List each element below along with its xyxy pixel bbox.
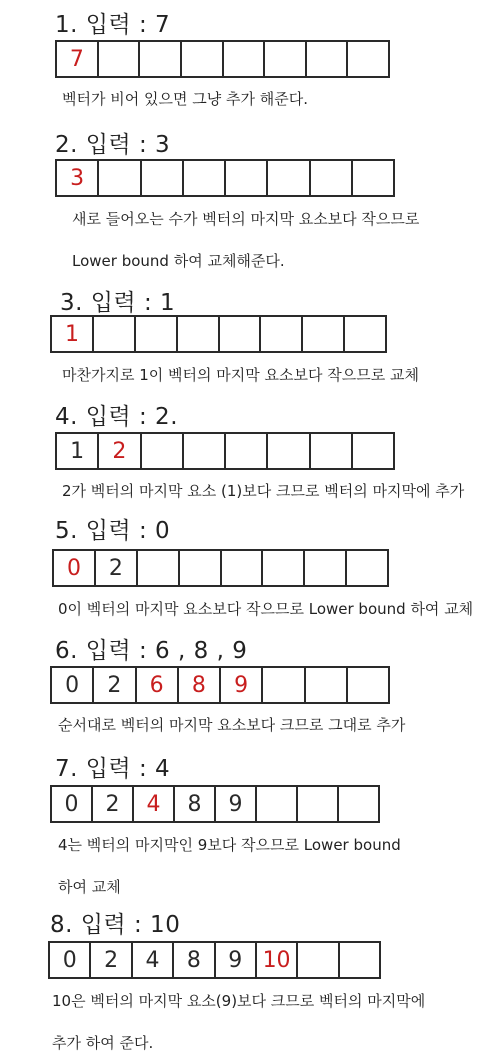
vector-cell bbox=[348, 42, 388, 76]
step-title: 1. 입력 : 7 bbox=[55, 12, 171, 38]
step-title: 7. 입력 : 4 bbox=[55, 756, 171, 782]
vector-cell bbox=[226, 434, 268, 468]
vector-cell: 9 bbox=[216, 787, 257, 821]
vector-cell: 8 bbox=[175, 787, 216, 821]
vector-cell bbox=[268, 434, 310, 468]
vector-array bbox=[50, 315, 387, 353]
step-title: 4. 입력 : 2. bbox=[55, 404, 179, 430]
description-line: 하여 교체 bbox=[58, 878, 121, 896]
step-title: 6. 입력 : 6 , 8 , 9 bbox=[55, 638, 248, 664]
vector-cell bbox=[339, 787, 378, 821]
description-line: 추가 하여 준다. bbox=[52, 1034, 154, 1052]
vector-cell bbox=[182, 42, 224, 76]
vector-cell bbox=[353, 161, 393, 195]
vector-cell bbox=[224, 42, 266, 76]
step-title: 5. 입력 : 0 bbox=[55, 518, 171, 544]
vector-cell bbox=[136, 317, 178, 351]
vector-cell bbox=[298, 787, 339, 821]
vector-cell: 7 bbox=[57, 42, 99, 76]
vector-cell: 6 bbox=[137, 668, 179, 702]
vector-array bbox=[55, 432, 395, 470]
description-line: Lower bound 하여 교체해준다. bbox=[72, 252, 285, 270]
vector-cell bbox=[265, 42, 307, 76]
vector-cell: 2 bbox=[99, 434, 141, 468]
vector-cell bbox=[268, 161, 310, 195]
vector-array bbox=[48, 941, 381, 979]
vector-cell bbox=[261, 317, 303, 351]
vector-cell bbox=[138, 551, 180, 585]
vector-array bbox=[55, 40, 390, 78]
vector-cell: 1 bbox=[57, 434, 99, 468]
description-line: 순서대로 벡터의 마지막 요소보다 크므로 그대로 추가 bbox=[58, 716, 406, 734]
vector-cell bbox=[306, 668, 348, 702]
vector-cell bbox=[303, 317, 345, 351]
vector-cell bbox=[94, 317, 136, 351]
vector-cell: 4 bbox=[133, 943, 174, 977]
vector-cell bbox=[222, 551, 264, 585]
vector-cell: 8 bbox=[174, 943, 215, 977]
vector-cell: 0 bbox=[52, 787, 93, 821]
vector-cell: 2 bbox=[96, 551, 138, 585]
description-line: 벡터가 비어 있으면 그냥 추가 해준다. bbox=[62, 90, 308, 108]
vector-array bbox=[52, 549, 389, 587]
vector-cell bbox=[184, 434, 226, 468]
description-line: 0이 벡터의 마지막 요소보다 작으므로 Lower bound 하여 교체 bbox=[58, 600, 474, 618]
vector-cell bbox=[226, 161, 268, 195]
vector-cell bbox=[298, 943, 339, 977]
vector-cell: 9 bbox=[221, 668, 263, 702]
description-line: 10은 벡터의 마지막 요소(9)보다 크므로 벡터의 마지막에 bbox=[52, 992, 426, 1010]
vector-cell bbox=[353, 434, 393, 468]
vector-cell bbox=[263, 668, 305, 702]
step-description bbox=[58, 828, 401, 904]
step-description bbox=[58, 708, 405, 742]
vector-cell: 0 bbox=[50, 943, 91, 977]
vector-cell bbox=[305, 551, 347, 585]
vector-cell: 2 bbox=[94, 668, 136, 702]
description-line: 마찬가지로 1이 벡터의 마지막 요소보다 작으므로 교체 bbox=[62, 366, 419, 384]
vector-cell bbox=[345, 317, 385, 351]
vector-cell: 2 bbox=[91, 943, 132, 977]
step-description bbox=[58, 592, 473, 626]
vector-cell: 0 bbox=[54, 551, 96, 585]
step-description bbox=[62, 82, 308, 116]
vector-cell bbox=[140, 42, 182, 76]
step-title: 8. 입력 : 10 bbox=[50, 912, 181, 938]
vector-cell bbox=[142, 161, 184, 195]
vector-cell bbox=[263, 551, 305, 585]
vector-array bbox=[55, 159, 395, 197]
vector-cell: 0 bbox=[52, 668, 94, 702]
vector-cell bbox=[307, 42, 349, 76]
vector-cell bbox=[220, 317, 262, 351]
step-description bbox=[62, 474, 464, 508]
vector-cell bbox=[347, 551, 387, 585]
vector-cell bbox=[99, 42, 141, 76]
vector-cell bbox=[257, 787, 298, 821]
vector-cell: 8 bbox=[179, 668, 221, 702]
vector-cell bbox=[184, 161, 226, 195]
vector-cell bbox=[99, 161, 141, 195]
vector-cell: 2 bbox=[93, 787, 134, 821]
vector-cell bbox=[311, 161, 353, 195]
step-description bbox=[62, 358, 419, 392]
vector-cell bbox=[311, 434, 353, 468]
description-line: 새로 들어오는 수가 벡터의 마지막 요소보다 작으므로 bbox=[72, 210, 420, 228]
vector-cell: 3 bbox=[57, 161, 99, 195]
vector-cell: 1 bbox=[52, 317, 94, 351]
step-title: 3. 입력 : 1 bbox=[60, 290, 176, 316]
vector-cell bbox=[178, 317, 220, 351]
vector-cell bbox=[180, 551, 222, 585]
vector-cell bbox=[142, 434, 184, 468]
vector-array bbox=[50, 666, 390, 704]
vector-cell bbox=[340, 943, 379, 977]
description-line: 4는 벡터의 마지막인 9보다 작으므로 Lower bound bbox=[58, 836, 401, 854]
vector-cell: 9 bbox=[216, 943, 257, 977]
vector-cell: 10 bbox=[257, 943, 298, 977]
vector-array bbox=[50, 785, 380, 823]
description-line: 2가 벡터의 마지막 요소 (1)보다 크므로 벡터의 마지막에 추가 bbox=[62, 482, 465, 500]
vector-cell: 4 bbox=[134, 787, 175, 821]
step-description bbox=[72, 202, 419, 278]
vector-cell bbox=[348, 668, 388, 702]
step-title: 2. 입력 : 3 bbox=[55, 132, 171, 158]
step-description bbox=[52, 984, 425, 1060]
